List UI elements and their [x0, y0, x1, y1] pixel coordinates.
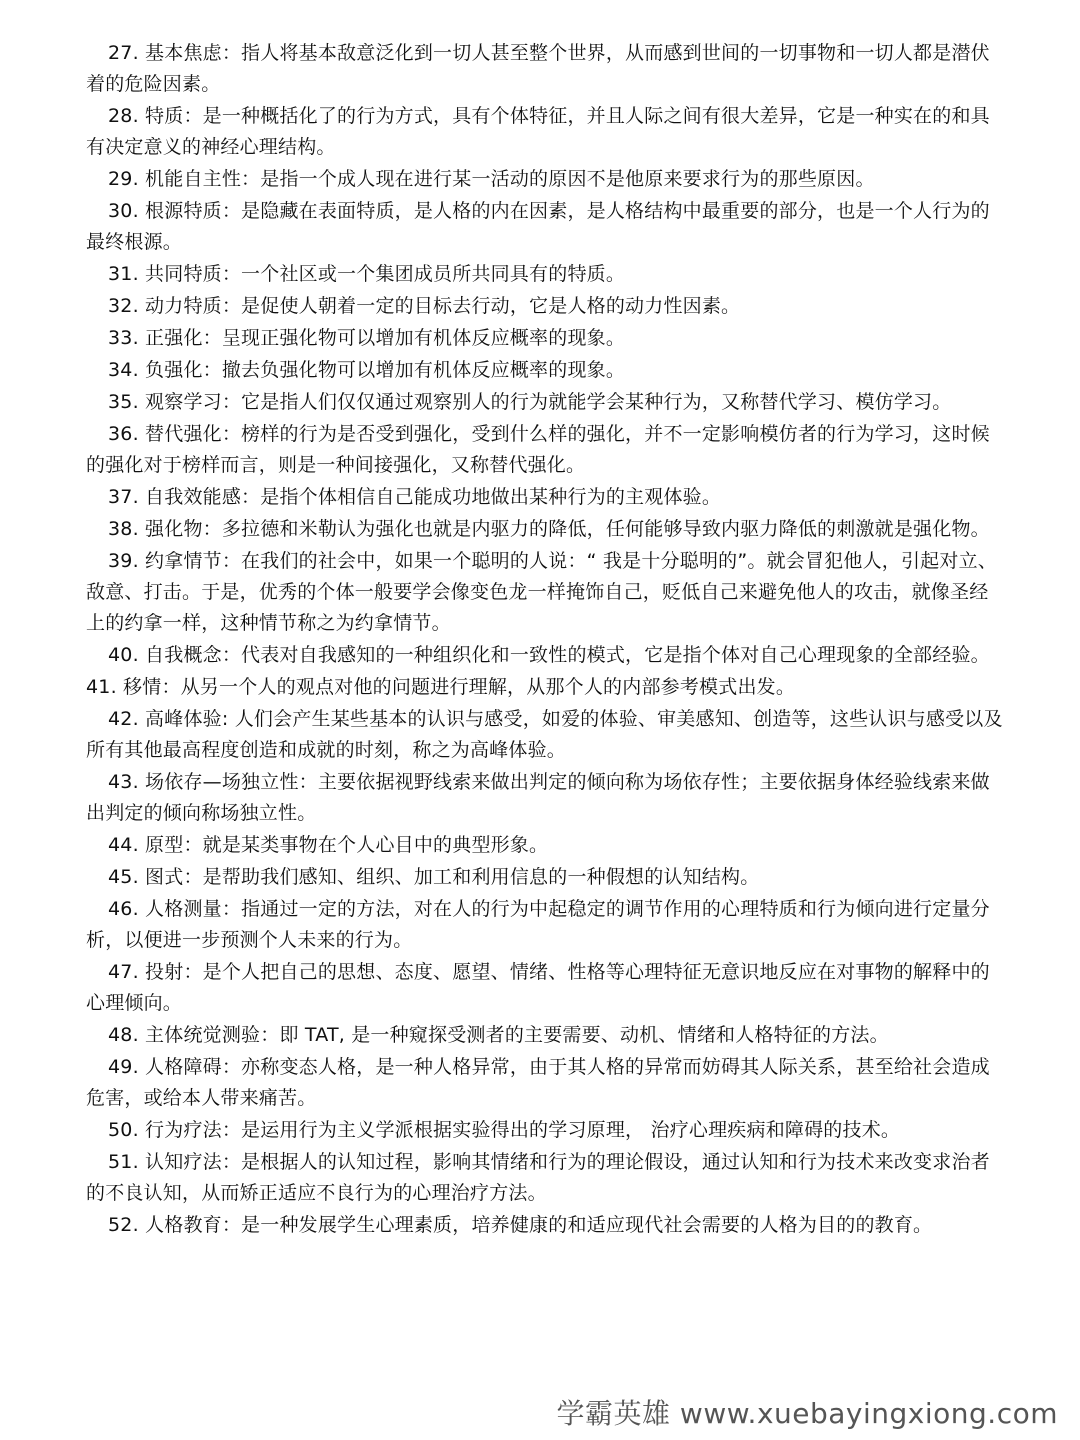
definition-28: 28. 特质：是一种概括化了的行为方式，具有个体特征，并且人际之间有很大差异，它是一种实在的和具有决定意义的神经心理结构。	[86, 105, 990, 158]
definition-27: 27. 基本焦虑：指人将基本敌意泛化到一切人甚至整个世界，从而感到世间的一切事物和一切人都是潜伏着的危险因素。	[86, 42, 990, 95]
definition-46: 46. 人格测量：指通过一定的方法，对在人的行为中起稳定的调节作用的心理特质和行为倾向进行定量分析，以便进一步预测个人未来的行为。	[86, 898, 990, 951]
definition-31: 31. 共同特质：一个社区或一个集团成员所共同具有的特质。	[108, 263, 626, 285]
definition-52: 52. 人格教育：是一种发展学生心理素质，培养健康的和适应现代社会需要的人格为目的的教育。	[108, 1214, 933, 1236]
definition-42: 42. 高峰体验: 人们会产生某些基本的认识与感受，如爱的体验、审美感知、创造等，这些认识与感受以及所有其他最高程度创造和成就的时刻，称之为高峰体验。	[86, 708, 1003, 761]
definition-37: 37. 自我效能感：是指个体相信自己能成功地做出某种行为的主观体验。	[108, 486, 722, 508]
definition-43: 43. 场依存—场独立性：主要依据视野线索来做出判定的倾向称为场依存性；主要依据身体经验线索来做出判定的倾向称场独立性。	[86, 771, 990, 824]
definition-41: 41. 移情：从另一个人的观点对他的问题进行理解，从那个人的内部参考模式出发。	[86, 676, 796, 698]
definition-39: 39. 约拿情节：在我们的社会中，如果一个聪明的人说：“ 我是十分聪明的”。就会冒犯他人，引起对立、敌意、打击。于是，优秀的个体一般要学会像变色龙一样掩饰自己，贬低自己来避免他人的攻击，就像圣经上的约拿一样，这种情节称之为约拿情节。	[86, 550, 997, 634]
definition-30: 30. 根源特质：是隐藏在表面特质，是人格的内在因素，是人格结构中最重要的部分，也是一个人行为的最终根源。	[86, 200, 990, 253]
definition-47: 47. 投射：是个人把自己的思想、态度、愿望、情绪、性格等心理特征无意识地反应在对事物的解释中的心理倾向。	[86, 961, 990, 1014]
definition-48: 48. 主体统觉测验：即 TAT, 是一种窥探受测者的主要需要、动机、情绪和人格特征的方法。	[108, 1024, 889, 1046]
definition-45: 45. 图式：是帮助我们感知、组织、加工和利用信息的一种假想的认知结构。	[108, 866, 760, 888]
definition-36: 36. 替代强化：榜样的行为是否受到强化，受到什么样的强化，并不一定影响模仿者的行为学习，这时候的强化对于榜样而言，则是一种间接强化，又称替代强化。	[86, 423, 990, 476]
definition-51: 51. 认知疗法：是根据人的认知过程，影响其情绪和行为的理论假设，通过认知和行为技术来改变求治者的不良认知，从而矫正适应不良行为的心理治疗方法。	[86, 1151, 990, 1204]
site-watermark: 学霸英雄 www.xuebayingxiong.com	[556, 1397, 1058, 1430]
definition-44: 44. 原型：就是某类事物在个人心目中的典型形象。	[108, 834, 549, 856]
definition-38: 38. 强化物：多拉德和米勒认为强化也就是内驱力的降低，任何能够导致内驱力降低的刺激就是强化物。	[108, 518, 990, 540]
document-body	[86, 38, 1006, 1242]
definition-32: 32. 动力特质：是促使人朝着一定的目标去行动，它是人格的动力性因素。	[108, 295, 741, 317]
definition-40: 40. 自我概念：代表对自我感知的一种组织化和一致性的模式，它是指个体对自己心理现象的全部经验。	[108, 644, 990, 666]
definition-33: 33. 正强化：呈现正强化物可以增加有机体反应概率的现象。	[108, 327, 626, 349]
definition-34: 34. 负强化：撤去负强化物可以增加有机体反应概率的现象。	[108, 359, 626, 381]
definition-35: 35. 观察学习：它是指人们仅仅通过观察别人的行为就能学会某种行为，又称替代学习、模仿学习。	[108, 391, 952, 413]
definition-49: 49. 人格障碍：亦称变态人格，是一种人格异常，由于其人格的异常而妨碍其人际关系，甚至给社会造成危害，或给本人带来痛苦。	[86, 1056, 990, 1109]
definition-50: 50. 行为疗法：是运用行为主义学派根据实验得出的学习原理， 治疗心理疾病和障碍的技术。	[108, 1119, 901, 1141]
definition-29: 29. 机能自主性：是指一个成人现在进行某一活动的原因不是他原来要求行为的那些原因。	[108, 168, 875, 190]
